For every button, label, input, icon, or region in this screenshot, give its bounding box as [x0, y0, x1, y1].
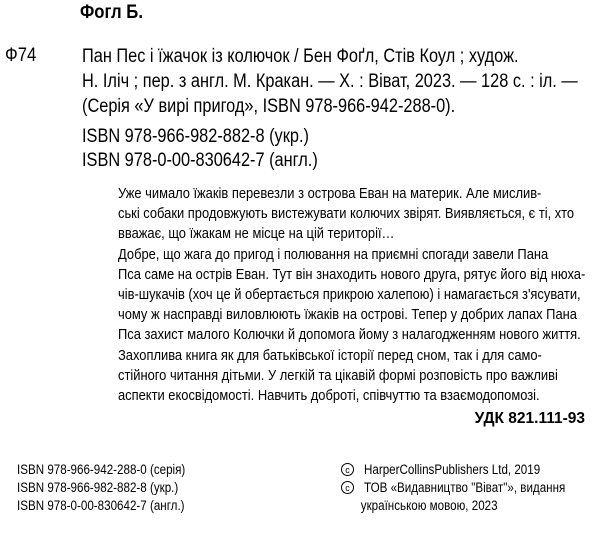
isbn-eng: ISBN 978-0-00-830642-7 (англ.) — [82, 150, 318, 171]
bibliographic-line: (Серія «У вирі пригод», ISBN 978-966-942-288-0). — [82, 96, 456, 117]
isbn-ukr: ISBN 978-966-982-882-8 (укр.) — [82, 126, 309, 147]
annotation-line: Захоплива книга як для батьківської історії перед сном, так і для само- — [118, 346, 542, 364]
classification-code: Ф74 — [5, 45, 37, 66]
udk-code: УДК 821.111-93 — [474, 410, 585, 427]
annotation-line: чому ж насправді виловлюють їжаків на острові. Тепер у добрих лапах Пана — [118, 306, 577, 324]
footer-isbn-eng: ISBN 978-0-00-830642-7 (англ.) — [17, 498, 185, 513]
bibliographic-line: Пан Пес і їжачок із колючок / Бен Фоґл, Стів Коул ; худож. — [82, 46, 519, 67]
footer-copyright — [341, 461, 598, 515]
annotation-line: Добре, що жага до пригод і полювання на приємні спогади завели Пана — [118, 245, 549, 263]
annotation-line: стійного читання дітьми. У легкій та цікавій формі розповість про важливі — [118, 366, 558, 384]
annotation-line: Уже чималo їжаків перевезли з острова Еван на материк. Але мислив- — [118, 185, 542, 202]
annotation-line: аспекти екосвідомості. Навчить доброті, співчуттю та взаємодопомозі. — [118, 387, 540, 405]
isbn-block — [82, 125, 318, 173]
annotation-line: Пса саме на острів Еван. Тут він знаходить нового друга, рятує його від нюха- — [118, 265, 586, 283]
footer-isbn-series: ISBN 978-966-942-288-0 (серія) — [17, 462, 186, 477]
copyright-translation: ТОВ «Видавництво "Віват"», видання — [364, 480, 566, 495]
footer-isbn-list — [17, 461, 185, 515]
bibliographic-record — [82, 44, 578, 119]
author-heading: Фогл Б. — [80, 2, 143, 23]
footer-isbn-ukr: ISBN 978-966-982-882-8 (укр.) — [17, 480, 179, 495]
bibliographic-line: Н. Іліч ; пер. з англ. М. Кракан. — Х. : Віват, 2023. — 128 с. : іл. — — [82, 71, 578, 92]
annotation-line: вважає, що їжакам не місце на цій території… — [118, 225, 395, 243]
copyright-original: HarperCollinsPublishers Ltd, 2019 — [364, 462, 541, 477]
annotation-line: чів-шукачів (хоч це й обертається прикрою халепою) і намагається з'ясувати, — [118, 286, 581, 304]
annotation-line: ські собаки продовжують вистежувати колючих звірят. Виявляється, є ті, хто — [118, 205, 575, 223]
copyright-icon: c — [341, 463, 354, 476]
copyright-icon: c — [341, 481, 354, 494]
annotation-line: Пса захист малого Колючки й допомога йому з налагодженням нового життя. — [118, 326, 581, 344]
annotation — [118, 184, 594, 406]
copyright-translation-cont: українською мовою, 2023 — [360, 498, 498, 513]
